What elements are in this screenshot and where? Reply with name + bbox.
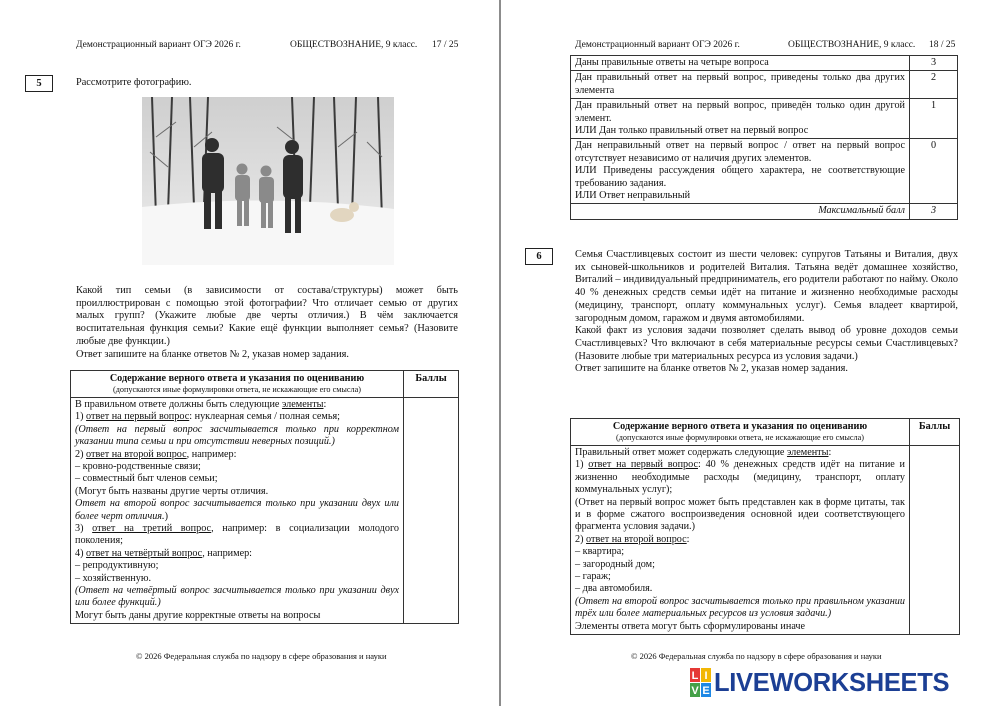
criteria-line: Дан правильный ответ на первый вопрос, приведены только два других элемента — [575, 72, 905, 96]
score-criteria-table — [570, 55, 958, 220]
family-photo — [142, 97, 394, 265]
header-note: (допускаются иные формулировки ответа, не искажающие его смысла) — [113, 385, 361, 395]
criteria-line: Дан неправильный ответ на первый вопрос / ответ на первый вопрос отсутствует независимо от наличия других элементов. — [575, 140, 905, 164]
score-column-header: Баллы — [404, 371, 459, 398]
list-item: – гараж; — [575, 570, 611, 582]
task-number-box: 6 — [525, 248, 553, 265]
table-row — [571, 56, 958, 71]
list-item: – репродуктивную; — [75, 560, 159, 572]
left-page — [0, 0, 499, 706]
answer-content — [571, 445, 910, 634]
task-question — [76, 285, 458, 361]
max-score-value: 3 — [910, 204, 958, 219]
score-cell — [910, 445, 960, 634]
header-page-number: 17 / 25 — [432, 40, 459, 50]
q2-text: : — [686, 533, 690, 545]
answer-intro: В правильном ответе должны быть следующие элементы: — [75, 398, 327, 410]
criteria-line: Дан правильный ответ на первый вопрос, приведён только один другой элемент. — [575, 100, 905, 124]
logo-letter-l: L — [691, 670, 699, 682]
score-cell — [404, 397, 459, 623]
header-page-number: 18 / 25 — [929, 40, 956, 50]
q1-label: ответ на первый вопрос — [588, 459, 698, 471]
table-row — [571, 71, 958, 99]
answer-q1-note: (Ответ на первый вопрос засчитывается только при корректном указании типа семьи и при отсутствии неверных позиций.) — [75, 423, 399, 448]
grading-table — [70, 370, 459, 624]
answer-q4-note: (Ответ на четвёртый вопрос засчитывается только при указании двух или более функций.) — [75, 585, 399, 609]
max-score-label: Максимальный балл — [571, 204, 910, 219]
task-text — [575, 249, 958, 376]
table-row — [571, 99, 958, 139]
answer-q2: 2) ответ на второй вопрос, например: — [75, 448, 237, 460]
answer-closing: Элементы ответа могут быть сформулированы иначе — [575, 620, 806, 632]
footer-copyright: © 2026 Федеральная служба по надзору в сфере образования и науки — [136, 651, 387, 661]
q2-text: , например: — [186, 448, 237, 460]
score-column-header: Баллы — [910, 419, 960, 446]
criteria-line: Даны правильные ответы на четыре вопроса — [575, 57, 769, 68]
intro-underlined: элементы — [786, 446, 829, 458]
list-item: – совместный быт членов семьи; — [75, 473, 218, 485]
task-instruction: Рассмотрите фотографию. — [76, 77, 192, 88]
q1-text: : 40 % денежных средств идёт на питание и жизненно необходимые расходы (медицину, транспорт, оплату коммунальных услуг); — [575, 459, 905, 496]
criteria-line: ИЛИ Ответ неправильный — [575, 190, 691, 202]
answer-q1-extra: (Ответ на первый вопрос может быть представлен как в форме цитаты, так и в форме сжатого воспроизведения основной идеи соответствующего фрагмента условия задачи.) — [575, 496, 905, 533]
footer-copyright: © 2026 Федеральная служба по надзору в сфере образования и науки — [631, 651, 882, 661]
answer-q2-note: (Ответ на второй вопрос засчитывается только при правильном указании трёх или более материальных ресурсов из условия задачи.) — [575, 595, 905, 620]
q1-label: ответ на первый вопрос — [86, 411, 190, 423]
q3-label: ответ на третий вопрос — [92, 522, 212, 534]
header-exam-title: Демонстрационный вариант ОГЭ 2026 г. — [575, 40, 740, 50]
criteria-text — [571, 99, 910, 139]
header-exam-title: Демонстрационный вариант ОГЭ 2026 г. — [76, 40, 241, 50]
header-subject: ОБЩЕСТВОЗНАНИЕ, 9 класс. — [788, 40, 916, 50]
grading-table-header — [571, 419, 910, 446]
task-question: Какой факт из условия задачи позволяет сделать вывод об уровне доходов семьи Счастливцевых? Что включают в себя материальные ресурсы семьи Счастливцевых? (Назовите любые три материальных ресурса из условия задачи.) — [575, 325, 958, 362]
q1-text: : нуклеарная семья / полная семья; — [189, 411, 341, 423]
q4-text: , например: — [202, 547, 253, 559]
list-item: – квартира; — [575, 546, 625, 558]
answer-q2: 2) ответ на второй вопрос: — [575, 533, 690, 545]
answer-instruction: Ответ запишите на бланке ответов № 2, указав номер задания. — [575, 363, 848, 375]
q2-label: ответ на второй вопрос — [86, 448, 187, 460]
header-title: Содержание верного ответа и указания по оцениванию — [612, 421, 868, 432]
criteria-score: 2 — [910, 71, 958, 99]
answer-q2-note-wrap — [75, 498, 399, 523]
list-item: – два автомобиля. — [575, 583, 653, 595]
grading-table — [570, 418, 960, 635]
q4-label: ответ на четвёртый вопрос — [86, 547, 203, 559]
answer-q4: 4) ответ на четвёртый вопрос, например: — [75, 547, 253, 559]
answer-q3: 3) ответ на третий вопрос, например: в социализации молодого поколения; — [75, 522, 399, 547]
answer-q1: 1) ответ на первый вопрос: нуклеарная семья / полная семья; — [75, 411, 341, 423]
header-title: Содержание верного ответа и указания по оцениванию — [109, 373, 365, 384]
header-subject: ОБЩЕСТВОЗНАНИЕ, 9 класс. — [290, 40, 418, 50]
paren-close: ) — [164, 510, 168, 522]
task-condition: Семья Счастливцевых состоит из шести человек: супругов Татьяны и Виталия, двух их сыновей-школьников и родителей Виталия. Татьяна ведёт домашнее хозяйство, Виталий – индивидуальный предприниматель, его родители работают по найму. Около 40 % денежных средств семьи идёт на питание и жизненно необходимые расходы (медицину, транспорт, оплату коммунальных услуг). Семья владеет квартирой, загородным домом, гаражом и двумя автомобилями. — [575, 249, 958, 324]
answer-intro: Правильный ответ может содержать следующие элементы: — [575, 446, 832, 458]
list-item: – загородный дом; — [575, 558, 655, 570]
table-row — [571, 139, 958, 204]
criteria-line: ИЛИ Дан только правильный ответ на первый вопрос — [575, 125, 809, 137]
logo-letter-v: V — [691, 685, 699, 697]
logo-text: LIVEWORKSHEETS — [714, 669, 950, 697]
answer-q1: 1) ответ на первый вопрос: 40 % денежных средств идёт на питание и жизненно необходимые расходы (медицину, транспорт, оплату коммунальных услуг); — [575, 459, 905, 496]
question-text: Какой тип семьи (в зависимости от состава/структуры) может быть проиллюстрирован с помощью этой фотографии? Что отличает семью от других малых групп? (Укажите любые две черты отличия.) В чём заключается воспитательная функция семьи? Какие ещё функции выполняет семья? (Назовите любые две функции.) — [76, 285, 458, 347]
list-item: – хозяйственную. — [75, 572, 152, 584]
criteria-text — [571, 139, 910, 204]
criteria-score: 3 — [910, 56, 958, 71]
intro-text: Правильный ответ может содержать следующие — [575, 446, 785, 458]
criteria-score: 0 — [910, 139, 958, 204]
table-row — [571, 204, 958, 219]
criteria-text — [571, 71, 910, 99]
header-note: (допускаются иные формулировки ответа, не искажающие его смысла) — [616, 433, 864, 443]
answer-content — [71, 397, 404, 623]
answer-q2-note: Ответ на второй вопрос засчитывается только при указании двух или более черт отличия. — [75, 498, 399, 522]
logo-letter-e: E — [702, 685, 710, 697]
grading-table-header — [71, 371, 404, 398]
intro-underlined: элементы — [281, 398, 324, 410]
logo-letter-i: I — [704, 670, 708, 682]
intro-text: В правильном ответе должны быть следующие — [75, 398, 280, 410]
q3-text: , например: в социализации молодого поколения; — [75, 522, 399, 547]
answer-closing: Могут быть даны другие корректные ответы на вопросы — [75, 609, 321, 621]
live-letters-icon — [690, 668, 712, 698]
q2-label: ответ на второй вопрос — [586, 533, 687, 545]
answer-q2-extra: (Могут быть названы другие черты отличия. — [75, 485, 269, 497]
right-page — [501, 0, 999, 706]
criteria-score: 1 — [910, 99, 958, 139]
criteria-line: ИЛИ Приведены рассуждения общего характера, не соответствующие требованию задания. — [575, 165, 905, 189]
criteria-text — [571, 56, 910, 71]
answer-instruction: Ответ запишите на бланке ответов № 2, указав номер задания. — [76, 348, 349, 360]
list-item: – кровно-родственные связи; — [75, 460, 201, 472]
task-number-box: 5 — [25, 75, 53, 92]
